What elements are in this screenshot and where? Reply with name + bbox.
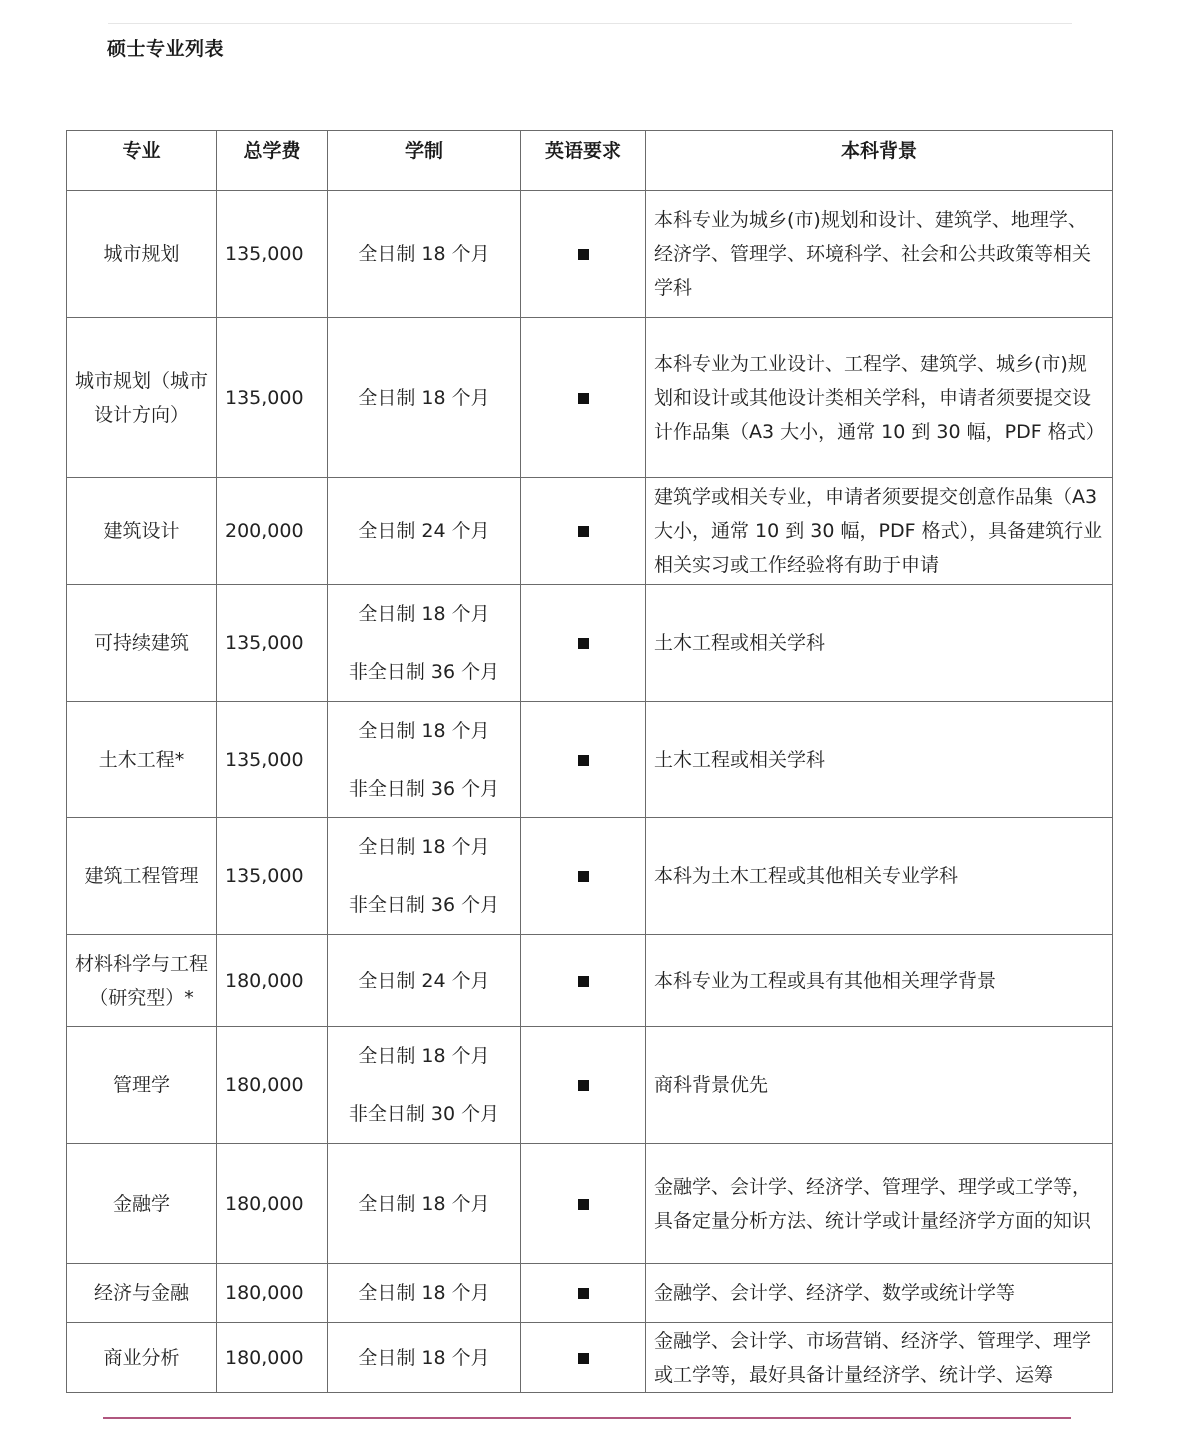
- major-cell: 城市规划（城市设计方向）: [67, 318, 217, 478]
- duration-cell: [328, 318, 521, 478]
- background-cell: 建筑学或相关专业，申请者须要提交创意作品集（A3 大小，通常 10 到 30 幅，PDF 格式），具备建筑行业相关实习或工作经验将有助于申请: [646, 478, 1113, 585]
- major-cell: 可持续建筑: [67, 585, 217, 702]
- duration-cell: [328, 702, 521, 818]
- major-cell: 建筑工程管理: [67, 818, 217, 935]
- duration-line: 非全日制 30 个月: [348, 1103, 500, 1125]
- english-requirement-cell: [521, 702, 646, 818]
- black-square-icon: [578, 249, 589, 260]
- english-requirement-cell: [521, 318, 646, 478]
- black-square-icon: [578, 976, 589, 987]
- duration-line: 全日制 18 个月: [358, 1282, 490, 1304]
- programs-table: [66, 130, 1113, 1393]
- tuition-cell: 180,000: [217, 1144, 328, 1264]
- major-cell: 商业分析: [67, 1323, 217, 1393]
- major-cell: 金融学: [67, 1144, 217, 1264]
- tuition-cell: 135,000: [217, 191, 328, 318]
- background-cell: 金融学、会计学、经济学、管理学、理学或工学等，具备定量分析方法、统计学或计量经济学方面的知识: [646, 1144, 1113, 1264]
- top-divider: [108, 23, 1072, 24]
- duration-line: 全日制 24 个月: [358, 520, 490, 542]
- duration-line: 全日制 18 个月: [358, 243, 490, 265]
- major-cell: 材料科学与工程（研究型）*: [67, 935, 217, 1027]
- background-cell: 土木工程或相关学科: [646, 702, 1113, 818]
- english-requirement-cell: [521, 1027, 646, 1144]
- background-cell: 本科为土木工程或其他相关专业学科: [646, 818, 1113, 935]
- black-square-icon: [578, 1199, 589, 1210]
- major-cell: 城市规划: [67, 191, 217, 318]
- english-requirement-cell: [521, 1323, 646, 1393]
- duration-line: 非全日制 36 个月: [348, 777, 500, 800]
- duration-line: 全日制 18 个月: [358, 1192, 490, 1215]
- duration-line: 全日制 18 个月: [358, 603, 490, 625]
- duration-cell: [328, 478, 521, 585]
- duration-cell: [328, 1264, 521, 1323]
- table-row: [67, 935, 1113, 1027]
- black-square-icon: [578, 1080, 589, 1091]
- english-requirement-cell: [521, 191, 646, 318]
- black-square-icon: [578, 871, 589, 882]
- background-cell: 土木工程或相关学科: [646, 585, 1113, 702]
- table-row: [67, 1264, 1113, 1323]
- background-cell: 本科专业为城乡(市)规划和设计、建筑学、地理学、经济学、管理学、环境科学、社会和公共政策等相关学科: [646, 191, 1113, 318]
- header-duration: 学制: [328, 131, 521, 191]
- black-square-icon: [578, 638, 589, 649]
- black-square-icon: [578, 526, 589, 537]
- tuition-cell: 180,000: [217, 935, 328, 1027]
- duration-line: 全日制 18 个月: [358, 386, 490, 409]
- duration-cell: [328, 1027, 521, 1144]
- tuition-cell: 135,000: [217, 585, 328, 702]
- table-row: [67, 1323, 1113, 1393]
- english-requirement-cell: [521, 1264, 646, 1323]
- header-background: 本科背景: [646, 131, 1113, 191]
- tuition-cell: 135,000: [217, 818, 328, 935]
- duration-line: 非全日制 36 个月: [348, 894, 500, 916]
- black-square-icon: [578, 393, 589, 404]
- english-requirement-cell: [521, 935, 646, 1027]
- tuition-cell: 180,000: [217, 1027, 328, 1144]
- black-square-icon: [578, 1353, 589, 1364]
- table-row: [67, 702, 1113, 818]
- header-english: 英语要求: [521, 131, 646, 191]
- duration-line: 全日制 18 个月: [358, 719, 490, 742]
- tuition-cell: 200,000: [217, 478, 328, 585]
- tuition-cell: 135,000: [217, 702, 328, 818]
- major-cell: 土木工程*: [67, 702, 217, 818]
- table-body: [67, 191, 1113, 1393]
- duration-cell: [328, 935, 521, 1027]
- major-cell: 建筑设计: [67, 478, 217, 585]
- duration-line: 非全日制 36 个月: [348, 661, 500, 683]
- background-cell: 金融学、会计学、经济学、数学或统计学等: [646, 1264, 1113, 1323]
- table-header-row: [67, 131, 1113, 191]
- duration-cell: [328, 1323, 521, 1393]
- table-row: [67, 191, 1113, 318]
- duration-cell: [328, 1144, 521, 1264]
- table-row: [67, 1027, 1113, 1144]
- background-cell: 本科专业为工程或具有其他相关理学背景: [646, 935, 1113, 1027]
- duration-line: 全日制 18 个月: [358, 836, 490, 858]
- major-cell: 经济与金融: [67, 1264, 217, 1323]
- duration-line: 全日制 18 个月: [358, 1045, 490, 1067]
- section-title: 硕士专业列表: [107, 38, 225, 60]
- english-requirement-cell: [521, 478, 646, 585]
- duration-cell: [328, 191, 521, 318]
- duration-line: 全日制 24 个月: [358, 969, 490, 992]
- english-requirement-cell: [521, 1144, 646, 1264]
- header-major: 专业: [67, 131, 217, 191]
- duration-cell: [328, 818, 521, 935]
- background-cell: 本科专业为工业设计、工程学、建筑学、城乡(市)规划和设计或其他设计类相关学科，申请者须要提交设计作品集（A3 大小，通常 10 到 30 幅，PDF 格式）: [646, 318, 1113, 478]
- tuition-cell: 180,000: [217, 1264, 328, 1323]
- background-cell: 金融学、会计学、市场营销、经济学、管理学、理学或工学等，最好具备计量经济学、统计学、运筹: [646, 1323, 1113, 1393]
- table-row: [67, 585, 1113, 702]
- duration-line: 全日制 18 个月: [358, 1346, 490, 1369]
- bottom-divider: [103, 1417, 1071, 1419]
- black-square-icon: [578, 755, 589, 766]
- table-row: [67, 478, 1113, 585]
- table-row: [67, 818, 1113, 935]
- tuition-cell: 180,000: [217, 1323, 328, 1393]
- table-row: [67, 1144, 1113, 1264]
- major-cell: 管理学: [67, 1027, 217, 1144]
- english-requirement-cell: [521, 585, 646, 702]
- tuition-cell: 135,000: [217, 318, 328, 478]
- black-square-icon: [578, 1288, 589, 1299]
- table-row: [67, 318, 1113, 478]
- background-cell: 商科背景优先: [646, 1027, 1113, 1144]
- duration-cell: [328, 585, 521, 702]
- english-requirement-cell: [521, 818, 646, 935]
- header-tuition: 总学费: [217, 131, 328, 191]
